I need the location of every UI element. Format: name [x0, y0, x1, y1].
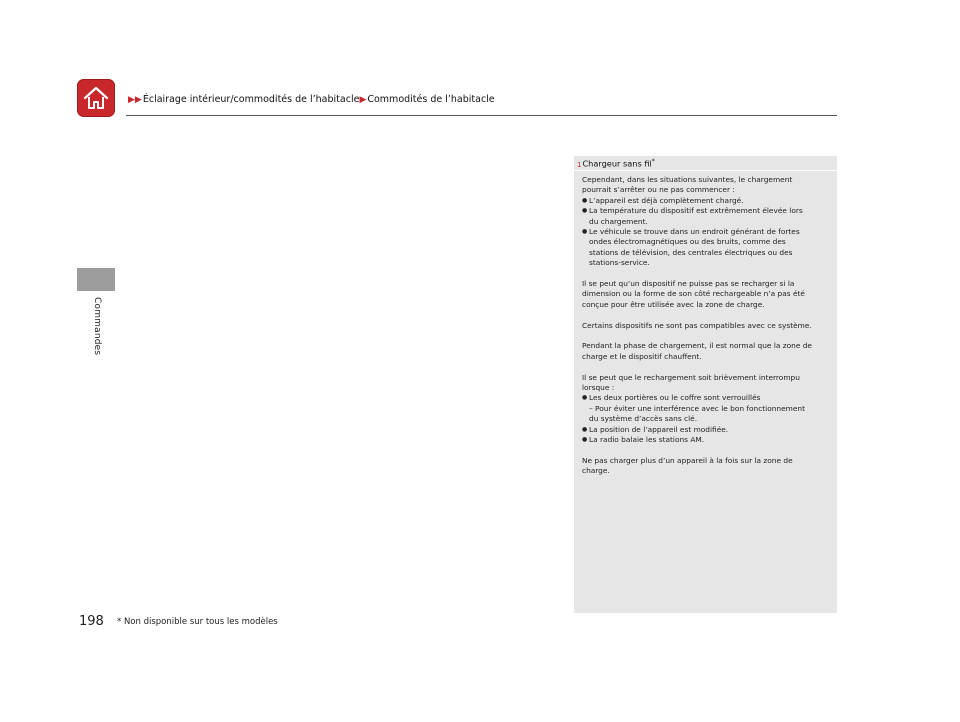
home-icon: [82, 85, 110, 111]
bullet-item: ● La position de l’appareil est modifiée.: [582, 425, 832, 435]
text-line: charge.: [582, 466, 610, 476]
asterisk-mark: *: [651, 158, 655, 165]
footnote: * Non disponible sur tous les modèles: [117, 617, 278, 627]
reference-number: 1: [577, 160, 582, 169]
section-label: Commandes: [92, 297, 102, 356]
text-line: du système d’accès sans clé.: [589, 414, 698, 424]
breadcrumb-arrow-icon: ▶: [359, 95, 367, 105]
bullet-item: ● Le véhicule se trouve dans un endroit générant de fortes: [582, 227, 832, 237]
bullet-item: ● Les deux portières ou le coffre sont verrouillés: [582, 393, 832, 403]
sidebar-header: [574, 156, 837, 170]
home-button[interactable]: [77, 79, 115, 117]
section-tab: [77, 268, 115, 291]
bullet-item: ● L’appareil est déjà complètement chargé.: [582, 196, 832, 206]
text-line: ondes électromagnétiques ou des bruits, comme des: [589, 237, 786, 247]
text-line: dimension ou la forme de son côté rechargeable n’a pas été: [582, 289, 805, 299]
text-line: Pendant la phase de chargement, il est normal que la zone de: [582, 341, 812, 351]
sidebar-title-text: Chargeur sans fil: [582, 158, 652, 169]
text-line: stations de télévision, des centrales électriques ou des: [589, 247, 793, 257]
breadcrumb-arrow-icon: ▶▶: [128, 95, 142, 105]
breadcrumb-item-1[interactable]: Éclairage intérieur/commodités de l’habitacle: [142, 94, 360, 105]
sidebar-body: [582, 175, 832, 477]
text-line: conçue pour être utilisée avec la zone de charge.: [582, 299, 765, 309]
bullet-item: ● La radio balaie les stations AM.: [582, 435, 832, 445]
text-line: – Pour éviter une interférence avec le bon fonctionnement: [589, 403, 805, 413]
sidebar-title: [577, 158, 655, 169]
header-divider: [126, 115, 837, 116]
text-line: stations-service.: [589, 258, 650, 268]
breadcrumb: [128, 94, 495, 105]
text-line: Il se peut qu’un dispositif ne puisse pas se recharger si la: [582, 279, 795, 289]
bullet-item: ● La température du dispositif est extrêmement élevée lors: [582, 206, 832, 216]
text-line: Ne pas charger plus d’un appareil à la fois sur la zone de: [582, 455, 793, 465]
text-line: Il se peut que le rechargement soit brièvement interrompu: [582, 372, 800, 382]
text-line: pourrait s’arrêter ou ne pas commencer :: [582, 185, 735, 195]
text-line: Cependant, dans les situations suivantes, le chargement: [582, 175, 793, 184]
breadcrumb-item-2[interactable]: Commodités de l’habitacle: [367, 94, 495, 105]
text-line: lorsque :: [582, 383, 615, 393]
sidebar-header-rule: [574, 170, 837, 171]
text-line: charge et le dispositif chauffent.: [582, 351, 702, 361]
page-number: 198: [79, 614, 104, 629]
text-line: du chargement.: [589, 216, 648, 226]
sidebar-note-box: [574, 156, 837, 613]
text-line: Certains dispositifs ne sont pas compatibles avec ce système.: [582, 320, 812, 330]
